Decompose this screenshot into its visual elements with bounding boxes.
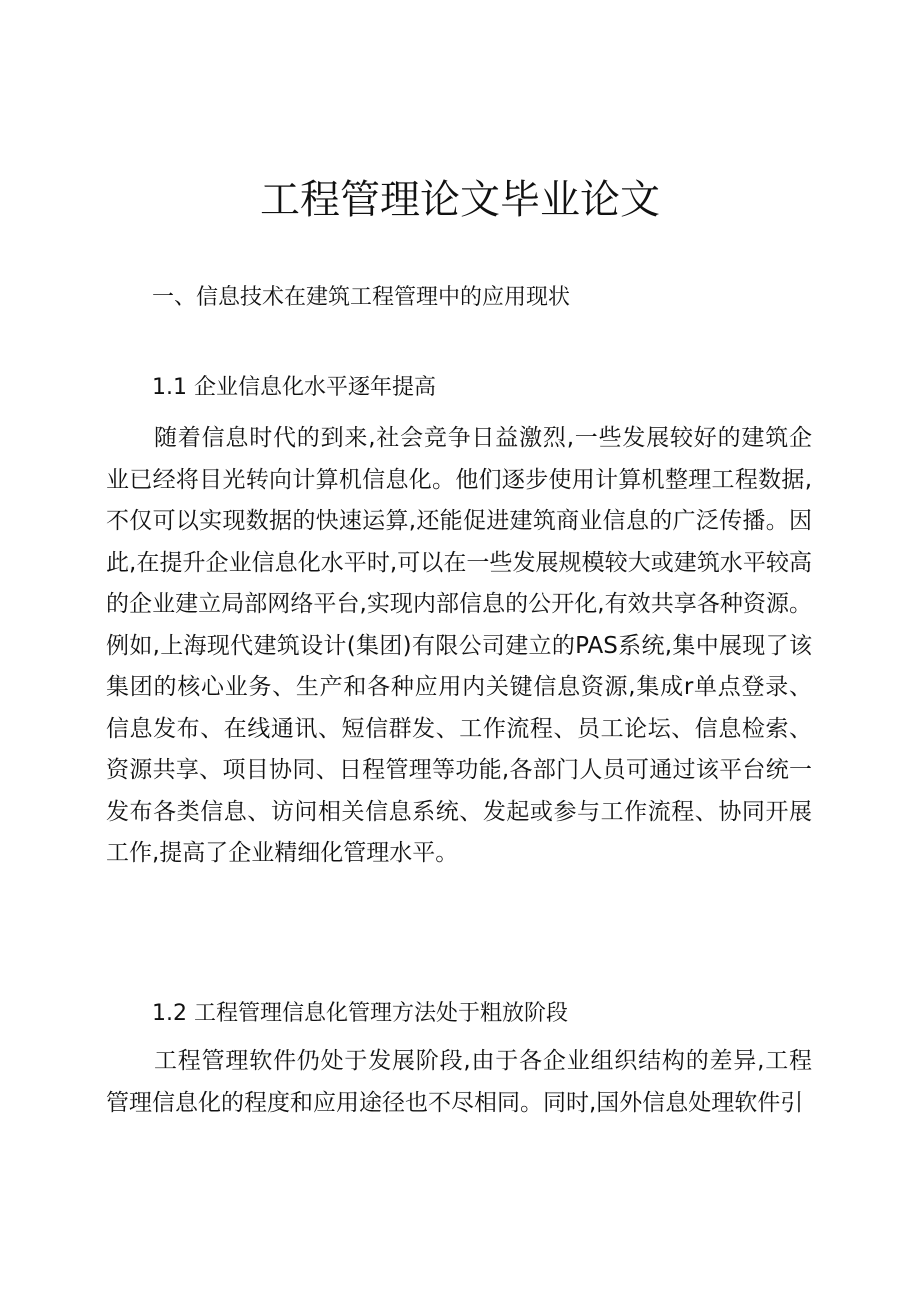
section-heading: 一、信息技术在建筑工程管理中的应用现状 xyxy=(152,285,571,310)
subsection-heading-1-2: 1.2 工程管理信息化管理方法处于粗放阶段 xyxy=(152,1001,568,1026)
subsection-heading-1-1: 1.1 企业信息化水平逐年提高 xyxy=(152,375,436,400)
paragraph-1-1: 随着信息时代的到来,社会竞争日益激烈,一些发展较好的建筑企业已经将目光转向计算机信息化。他们逐步使用计算机整理工程数据,不仅可以实现数据的快速运算,还能促进建筑商业信息的广泛传播。因此,在提升企业信息化水平时,可以在一些发展规模较大或建筑水平较高的企业建立局部网络平台,实现内部信息的公开化,有效共享各种资源。例如,上海现代建筑设计(集团)有限公司建立的PAS系统,集中展现了该集团的核心业务、生产和各种应用内关键信息资源,集成r单点登录、信息发布、在线通讯、短信群发、工作流程、员工论坛、信息检索、资源共享、项目协同、日程管理等功能,各部门人员可通过该平台统一发布各类信息、访问相关信息系统、发起或参与工作流程、协同开展工作,提高了企业精细化管理水平。 xyxy=(106,425,812,866)
paragraph-1-2: 工程管理软件仍处于发展阶段,由于各企业组织结构的差异,工程管理信息化的程度和应用途径也不尽相同。同时,国外信息处理软件引 xyxy=(106,1048,812,1116)
document-title: 工程管理论文毕业论文 xyxy=(260,177,660,223)
